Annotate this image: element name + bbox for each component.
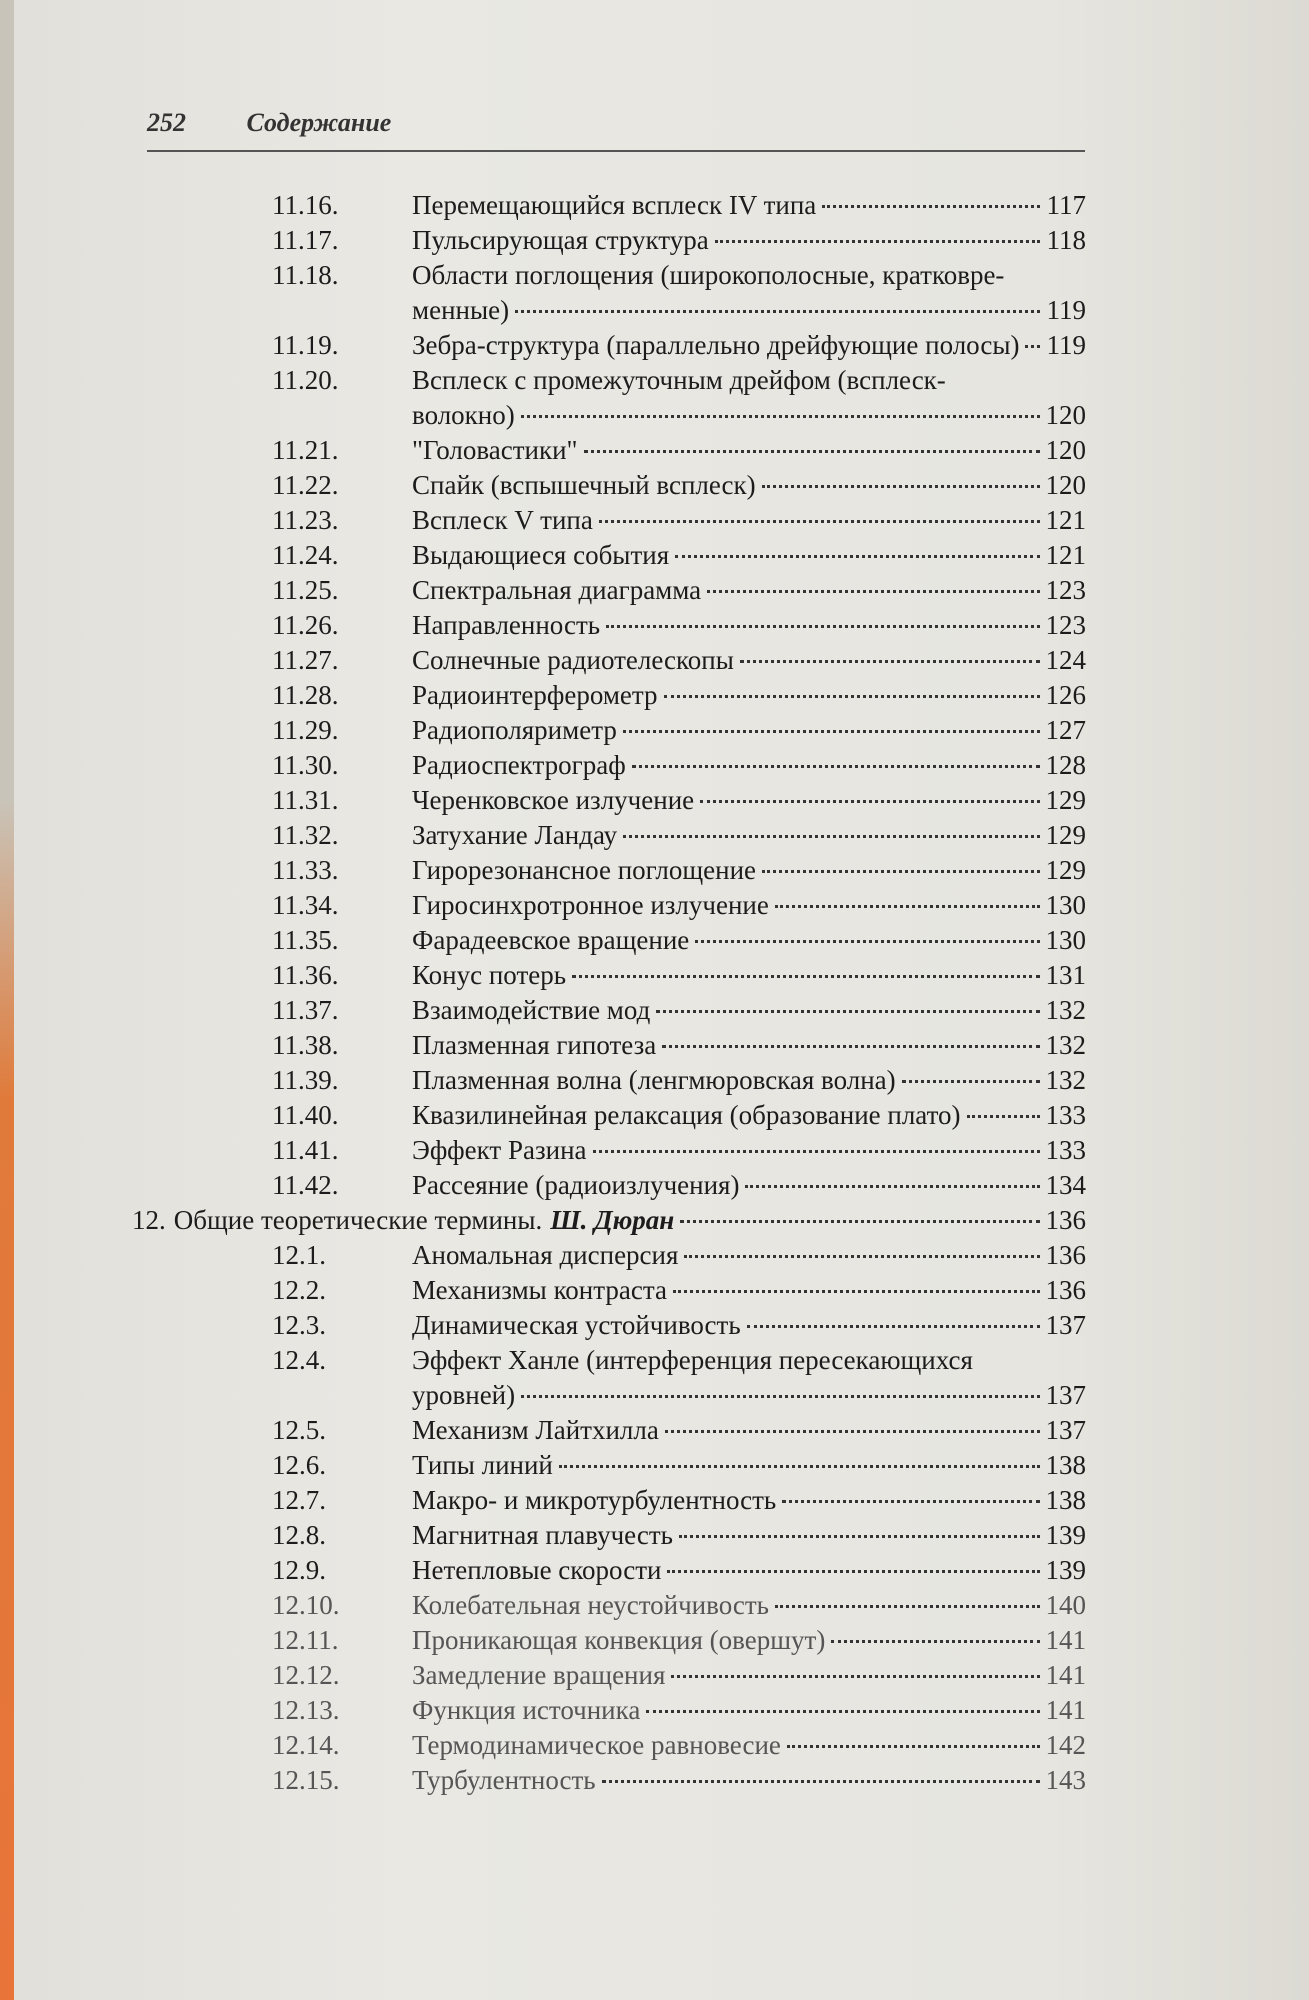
toc-entry xyxy=(132,258,1086,293)
entry-title: Взаимодействие мод xyxy=(412,995,651,1025)
entry-title: Колебательная неустойчивость xyxy=(412,1590,769,1620)
toc-entry xyxy=(132,678,1086,713)
entry-page: 132 xyxy=(1045,1065,1086,1095)
table-of-contents xyxy=(132,188,1086,1798)
dot-leader xyxy=(745,1185,1039,1188)
entry-number: 12.1. xyxy=(272,1240,326,1270)
entry-number: 12.13. xyxy=(272,1695,340,1725)
toc-entry xyxy=(132,188,1086,223)
running-title: Содержание xyxy=(246,108,392,137)
entry-number: 11.41. xyxy=(272,1135,339,1165)
entry-page: 141 xyxy=(1045,1625,1086,1655)
entry-number: 11.20. xyxy=(272,365,339,395)
entry-number: 12.8. xyxy=(272,1520,326,1550)
entry-title: Солнечные радиотелескопы xyxy=(412,645,734,675)
entry-number: 11.28. xyxy=(272,680,339,710)
entry-title: Аномальная дисперсия xyxy=(412,1240,679,1270)
toc-entry-continuation xyxy=(132,398,1086,433)
entry-page: 123 xyxy=(1045,610,1086,640)
dot-leader xyxy=(559,1465,1040,1468)
entry-title: Нетепловые скорости xyxy=(412,1555,662,1585)
dot-leader xyxy=(740,660,1040,663)
entry-number: 12.9. xyxy=(272,1555,326,1585)
entry-number: 12.11. xyxy=(272,1625,339,1655)
dot-leader xyxy=(700,800,1039,803)
entry-number: 11.40. xyxy=(272,1100,339,1130)
entry-page: 133 xyxy=(1045,1135,1086,1165)
dot-leader xyxy=(623,835,1039,838)
chapter-title: Общие теоретические термины. xyxy=(173,1205,543,1235)
toc-entry xyxy=(132,1763,1086,1798)
dot-leader xyxy=(902,1080,1040,1083)
dot-leader xyxy=(762,485,1040,488)
toc-entry xyxy=(132,1658,1086,1693)
entry-page: 136 xyxy=(1045,1275,1086,1305)
entry-title: Функция источника xyxy=(412,1695,641,1725)
entry-number: 11.19. xyxy=(272,330,339,360)
toc-entry xyxy=(132,783,1086,818)
dot-leader xyxy=(675,555,1039,558)
dot-leader xyxy=(656,1010,1039,1013)
entry-number: 12.2. xyxy=(272,1275,326,1305)
entry-title: Затухание Ландау xyxy=(412,820,618,850)
entry-number: 11.39. xyxy=(272,1065,339,1095)
entry-number: 11.29. xyxy=(272,715,339,745)
entry-title: Типы линий xyxy=(412,1450,553,1480)
toc-entry xyxy=(132,1028,1086,1063)
toc-entry xyxy=(132,958,1086,993)
dot-leader xyxy=(584,450,1040,453)
toc-entry xyxy=(132,1308,1086,1343)
entry-title: Механизмы контраста xyxy=(412,1275,667,1305)
entry-page: 134 xyxy=(1045,1170,1086,1200)
entry-number: 12.12. xyxy=(272,1660,340,1690)
entry-number: 12.4. xyxy=(272,1345,326,1375)
entry-title: Замедление вращения xyxy=(412,1660,666,1690)
entry-title: Турбулентность xyxy=(412,1765,596,1795)
entry-number: 11.37. xyxy=(272,995,339,1025)
entry-title: Конус потерь xyxy=(412,960,567,990)
dot-leader xyxy=(515,310,1040,313)
chapter-number: 12. xyxy=(132,1205,166,1235)
entry-page: 141 xyxy=(1045,1660,1086,1690)
dot-leader xyxy=(606,625,1039,628)
entry-page: 142 xyxy=(1045,1730,1086,1760)
dot-leader xyxy=(684,1255,1039,1258)
entry-number: 11.25. xyxy=(272,575,339,605)
entry-title: Магнитная плавучесть xyxy=(412,1520,673,1550)
entry-page: 128 xyxy=(1045,750,1086,780)
entry-page: 131 xyxy=(1045,960,1086,990)
dot-leader xyxy=(521,415,1040,418)
chapter-heading xyxy=(132,1203,1086,1238)
dot-leader xyxy=(572,975,1039,978)
entry-title: Плазменная волна (ленгмюровская волна) xyxy=(412,1065,896,1095)
entry-number: 11.21. xyxy=(272,435,339,465)
dot-leader xyxy=(680,1220,1039,1223)
running-header xyxy=(147,108,391,138)
toc-entry xyxy=(132,1413,1086,1448)
dot-leader xyxy=(762,870,1039,873)
entry-title: Термодинамическое равновесие xyxy=(412,1730,781,1760)
dot-leader xyxy=(599,520,1040,523)
dot-leader xyxy=(1025,345,1040,348)
entry-number: 12.15. xyxy=(272,1765,340,1795)
entry-page: 143 xyxy=(1045,1765,1086,1795)
entry-page: 119 xyxy=(1046,295,1086,325)
entry-title: Спектральная диаграмма xyxy=(412,575,702,605)
dot-leader xyxy=(782,1500,1039,1503)
toc-entry xyxy=(132,1168,1086,1203)
dot-leader xyxy=(664,695,1040,698)
toc-entry xyxy=(132,1588,1086,1623)
dot-leader xyxy=(967,1115,1040,1118)
entry-page: 133 xyxy=(1045,1100,1086,1130)
entry-title-continuation: волокно) xyxy=(412,400,515,430)
toc-entry xyxy=(132,1693,1086,1728)
toc-entry xyxy=(132,1623,1086,1658)
entry-page: 121 xyxy=(1045,540,1086,570)
dot-leader xyxy=(646,1710,1039,1713)
toc-entry xyxy=(132,713,1086,748)
dot-leader xyxy=(671,1675,1039,1678)
entry-page: 126 xyxy=(1045,680,1086,710)
entry-title: Динамическая устойчивость xyxy=(412,1310,741,1340)
entry-title: Зебра-структура (параллельно дрейфующие полосы) xyxy=(412,330,1020,360)
entry-title-continuation: уровней) xyxy=(412,1380,516,1410)
entry-title: Пульсирующая структура xyxy=(412,225,709,255)
entry-page: 130 xyxy=(1045,890,1086,920)
entry-number: 12.10. xyxy=(272,1590,340,1620)
entry-title: Гиросинхротронное излучение xyxy=(412,890,769,920)
entry-title: Рассеяние (радиоизлучения) xyxy=(412,1170,740,1200)
entry-number: 11.42. xyxy=(272,1170,339,1200)
entry-page: 139 xyxy=(1045,1520,1086,1550)
entry-number: 12.5. xyxy=(272,1415,326,1445)
entry-title: Проникающая конвекция (овершут) xyxy=(412,1625,826,1655)
entry-number: 11.24. xyxy=(272,540,339,570)
entry-page: 118 xyxy=(1046,225,1086,255)
entry-page: 117 xyxy=(1046,190,1086,220)
chapter-author: Ш. Дюран xyxy=(550,1205,675,1235)
entry-title: Механизм Лайтхилла xyxy=(412,1415,659,1445)
toc-entry xyxy=(132,503,1086,538)
toc-entry xyxy=(132,608,1086,643)
page-number: 252 xyxy=(147,108,186,137)
toc-entry xyxy=(132,468,1086,503)
dot-leader xyxy=(775,1605,1040,1608)
toc-entry xyxy=(132,748,1086,783)
entry-page: 136 xyxy=(1045,1240,1086,1270)
entry-page: 129 xyxy=(1045,855,1086,885)
entry-number: 12.7. xyxy=(272,1485,326,1515)
entry-number: 11.16. xyxy=(272,190,339,220)
toc-entry xyxy=(132,1343,1086,1378)
entry-number: 11.36. xyxy=(272,960,339,990)
entry-page: 129 xyxy=(1045,785,1086,815)
header-rule xyxy=(147,150,1085,152)
entry-page: 119 xyxy=(1046,330,1086,360)
entry-title: Макро- и микротурбулентность xyxy=(412,1485,777,1515)
entry-page: 140 xyxy=(1045,1590,1086,1620)
entry-number: 11.38. xyxy=(272,1030,339,1060)
dot-leader xyxy=(707,590,1039,593)
entry-number: 12.3. xyxy=(272,1310,326,1340)
toc-entry xyxy=(132,1098,1086,1133)
entry-page: 132 xyxy=(1045,995,1086,1025)
toc-entry xyxy=(132,328,1086,363)
dot-leader xyxy=(673,1290,1040,1293)
entry-title: Черенковское излучение xyxy=(412,785,695,815)
entry-page: 120 xyxy=(1045,470,1086,500)
dot-leader xyxy=(775,905,1040,908)
dot-leader xyxy=(679,1535,1040,1538)
entry-title: Фарадеевское вращение xyxy=(412,925,690,955)
entry-page: 137 xyxy=(1045,1415,1086,1445)
entry-number: 11.32. xyxy=(272,820,339,850)
entry-page: 129 xyxy=(1045,820,1086,850)
entry-title: Эффект Разина xyxy=(412,1135,587,1165)
entry-number: 11.26. xyxy=(272,610,339,640)
entry-title: Области поглощения (широкополосные, кратковре- xyxy=(412,260,1005,290)
entry-title: Выдающиеся события xyxy=(412,540,670,570)
entry-page: 137 xyxy=(1045,1380,1086,1410)
toc-entry xyxy=(132,888,1086,923)
entry-title: Всплеск V типа xyxy=(412,505,593,535)
toc-entry xyxy=(132,923,1086,958)
entry-page: 121 xyxy=(1045,505,1086,535)
chapter-page: 136 xyxy=(1045,1205,1086,1235)
toc-entry xyxy=(132,1553,1086,1588)
toc-entry xyxy=(132,433,1086,468)
entry-page: 127 xyxy=(1045,715,1086,745)
entry-title: "Головастики" xyxy=(412,435,578,465)
entry-title: Направленность xyxy=(412,610,601,640)
entry-number: 11.23. xyxy=(272,505,339,535)
entry-page: 138 xyxy=(1045,1450,1086,1480)
toc-entry xyxy=(132,538,1086,573)
dot-leader xyxy=(747,1325,1040,1328)
entry-page: 132 xyxy=(1045,1030,1086,1060)
dot-leader xyxy=(602,1780,1040,1783)
toc-entry xyxy=(132,1518,1086,1553)
entry-title: Радиополяриметр xyxy=(412,715,617,745)
entry-page: 120 xyxy=(1045,435,1086,465)
toc-entry xyxy=(132,643,1086,678)
dot-leader xyxy=(715,240,1040,243)
entry-title: Радиоспектрограф xyxy=(412,750,626,780)
entry-title: Плазменная гипотеза xyxy=(412,1030,657,1060)
entry-page: 120 xyxy=(1045,400,1086,430)
entry-number: 11.22. xyxy=(272,470,339,500)
entry-title: Квазилинейная релаксация (образование плато) xyxy=(412,1100,961,1130)
dot-leader xyxy=(593,1150,1040,1153)
entry-page: 123 xyxy=(1045,575,1086,605)
dot-leader xyxy=(662,1045,1039,1048)
toc-entry xyxy=(132,993,1086,1028)
toc-entry xyxy=(132,853,1086,888)
photo-background-edge xyxy=(0,0,14,2000)
entry-title: Всплеск с промежуточным дрейфом (всплеск- xyxy=(412,365,946,395)
entry-title: Радиоинтерферометр xyxy=(412,680,658,710)
entry-number: 11.30. xyxy=(272,750,339,780)
toc-entry xyxy=(132,223,1086,258)
entry-number: 12.14. xyxy=(272,1730,340,1760)
entry-number: 11.33. xyxy=(272,855,339,885)
entry-number: 11.17. xyxy=(272,225,339,255)
toc-entry xyxy=(132,1273,1086,1308)
toc-entry-continuation xyxy=(132,1378,1086,1413)
entry-title: Перемещающийся всплеск IV типа xyxy=(412,190,817,220)
dot-leader xyxy=(822,205,1040,208)
toc-entry xyxy=(132,1448,1086,1483)
toc-entry xyxy=(132,1063,1086,1098)
entry-number: 11.31. xyxy=(272,785,339,815)
dot-leader xyxy=(623,730,1040,733)
entry-title: Гирорезонансное поглощение xyxy=(412,855,757,885)
entry-number: 11.35. xyxy=(272,925,339,955)
toc-entry-continuation xyxy=(132,293,1086,328)
entry-page: 139 xyxy=(1045,1555,1086,1585)
entry-title-continuation: менные) xyxy=(412,295,510,325)
toc-entry xyxy=(132,1483,1086,1518)
dot-leader xyxy=(632,765,1040,768)
entry-number: 11.27. xyxy=(272,645,339,675)
entry-page: 137 xyxy=(1045,1310,1086,1340)
toc-entry xyxy=(132,573,1086,608)
toc-entry xyxy=(132,1728,1086,1763)
dot-leader xyxy=(521,1395,1039,1398)
toc-entry xyxy=(132,1133,1086,1168)
entry-page: 124 xyxy=(1045,645,1086,675)
entry-number: 11.34. xyxy=(272,890,339,920)
dot-leader xyxy=(695,940,1039,943)
toc-entry xyxy=(132,363,1086,398)
entry-title: Эффект Ханле (интерференция пересекающихся xyxy=(412,1345,973,1375)
toc-entry xyxy=(132,1238,1086,1273)
entry-title: Спайк (вспышечный всплеск) xyxy=(412,470,756,500)
entry-page: 141 xyxy=(1045,1695,1086,1725)
dot-leader xyxy=(665,1430,1040,1433)
dot-leader xyxy=(831,1640,1039,1643)
dot-leader xyxy=(787,1745,1040,1748)
entry-number: 11.18. xyxy=(272,260,339,290)
dot-leader xyxy=(667,1570,1039,1573)
entry-page: 138 xyxy=(1045,1485,1086,1515)
entry-page: 130 xyxy=(1045,925,1086,955)
book-page xyxy=(14,0,1309,2000)
entry-number: 12.6. xyxy=(272,1450,326,1480)
toc-entry xyxy=(132,818,1086,853)
